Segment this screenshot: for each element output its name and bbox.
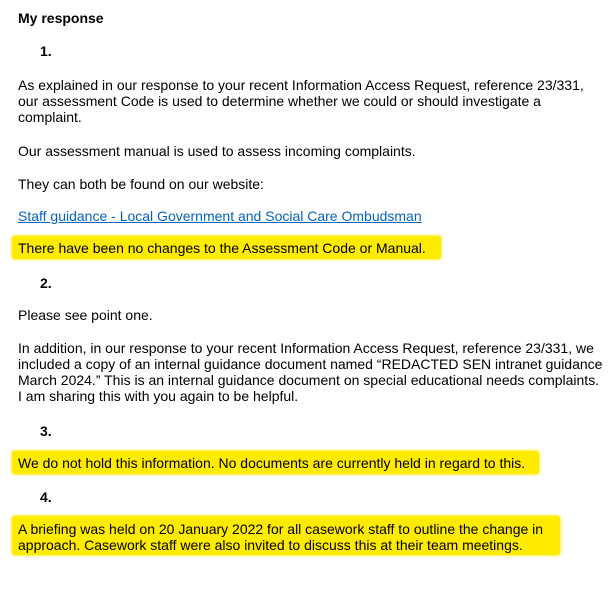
section-heading: My response [18, 10, 104, 26]
item-2-paragraph-1: Please see point one. [18, 307, 153, 323]
item-number-3: 3. [40, 423, 52, 439]
staff-guidance-link[interactable]: Staff guidance - Local Government and Social Care Ombudsman [18, 208, 422, 224]
item-number-4: 4. [40, 489, 52, 505]
item-2-paragraph-2: In addition, in our response to your recent Information Access Request, reference 23/331, we included a copy of an internal guidance document named “REDACTED SEN intranet guidance March 2024.” This is an internal guidance document on special educational needs complaints. I am sharing this with you again to be helpful. [18, 340, 603, 404]
item-number-1: 1. [40, 43, 52, 59]
item-4-highlighted-text: A briefing was held on 20 January 2022 for all casework staff to outline the change in approach. Casework staff were also invited to discuss this at their team meetings. [18, 521, 544, 553]
item-1-highlighted-text: There have been no changes to the Assessment Code or Manual. [18, 240, 426, 256]
item-1-paragraph-1: As explained in our response to your recent Information Access Request, reference 23/331, our assessment Code is used to determine whether we could or should investigate a complaint. [18, 77, 584, 125]
item-3-highlighted-text: We do not hold this information. No documents are currently held in regard to this. [18, 455, 526, 471]
item-1-paragraph-3: They can both be found on our website: [18, 176, 264, 192]
item-1-paragraph-2: Our assessment manual is used to assess incoming complaints. [18, 143, 416, 159]
item-number-2: 2. [40, 275, 52, 291]
staff-guidance-link-wrapper [18, 208, 422, 224]
